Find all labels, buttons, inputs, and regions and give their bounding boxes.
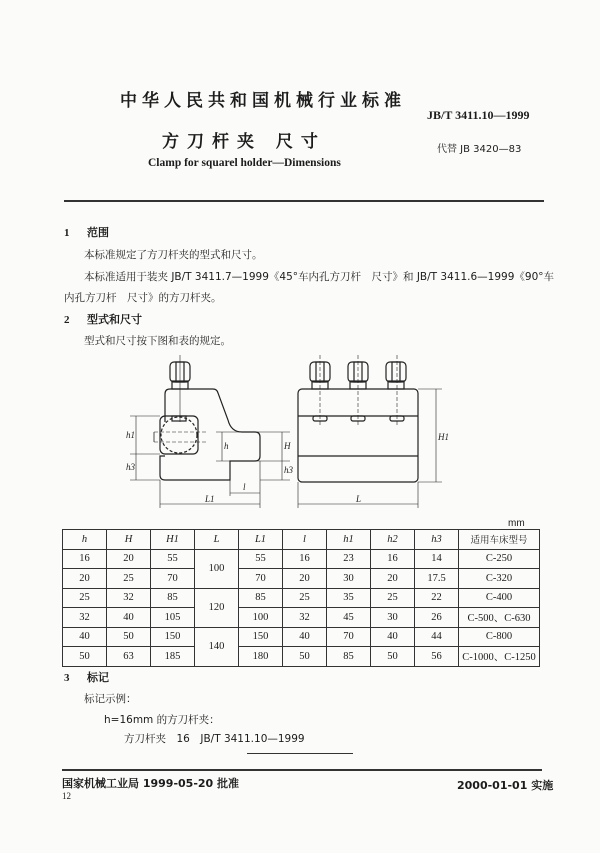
merged-L-cell: 140 <box>195 627 239 666</box>
table-row: 32 40 105 100 32 45 30 26 C-500、C-630 <box>63 608 540 628</box>
table-row: 20 25 70 70 20 30 20 17.5 C-320 <box>63 569 540 589</box>
section-1-para-1: 本标准规定了方刀杆夹的型式和尺寸。 <box>84 249 263 261</box>
footer-divider <box>62 769 542 771</box>
dim-label-h3-right: h3 <box>284 465 293 475</box>
col-header-lathe: 适用车床型号 <box>459 530 540 550</box>
standard-body: 中华人民共和国机械行业标准 <box>120 91 406 111</box>
col-header-h1: h1 <box>327 530 371 550</box>
col-header-h: h <box>63 530 107 550</box>
section-1-para-3: 内孔方刀杆 尺寸》的方刀杆夹。 <box>64 292 222 304</box>
col-header-L: L <box>195 530 239 550</box>
header-divider <box>64 200 544 202</box>
marking-example-code: 方刀杆夹 16 JB/T 3411.10—1999 <box>124 733 305 745</box>
table-row: 50 63 185 180 50 85 50 56 C-1000、C-1250 <box>63 647 540 667</box>
dim-label-h3: h3 <box>126 462 135 472</box>
col-header-H: H <box>107 530 151 550</box>
col-header-H1: H1 <box>151 530 195 550</box>
table-row: 40 50 150 140 150 40 70 40 44 C-800 <box>63 627 540 647</box>
table-header-row <box>63 530 540 550</box>
marking-example-label: 标记示例： <box>84 693 137 705</box>
section-2-para-1: 型式和尺寸按下图和表的规定。 <box>84 335 231 347</box>
table-row: 16 20 55 100 55 16 23 16 14 C-250 <box>63 549 540 569</box>
dim-label-h: h <box>224 441 229 451</box>
col-header-h3: h3 <box>415 530 459 550</box>
section-1-para-2: 本标准适用于装夹 JB/T 3411.7—1999《45°车内孔方刀杆 尺寸》和 JB/T 3411.6—1999《90°车 <box>84 271 554 283</box>
marking-example-condition: h=16mm 的方刀杆夹： <box>104 714 220 726</box>
dim-label-l: l <box>243 482 246 492</box>
end-rule <box>247 753 353 754</box>
unit-label: mm <box>508 518 525 529</box>
standard-code: JB/T 3411.10—1999 <box>427 108 530 122</box>
dim-label-L: L <box>356 494 362 504</box>
page-title-en: Clamp for squarel holder—Dimensions <box>148 157 341 169</box>
dim-label-L1: L1 <box>205 494 215 504</box>
merged-L-cell: 100 <box>195 549 239 588</box>
section-1-heading: 1 范围 <box>64 226 109 239</box>
page-title: 方刀杆夹 尺寸 <box>162 132 326 152</box>
table-row: 25 32 85 120 85 25 35 25 22 C-400 <box>63 588 540 608</box>
section-2-heading: 2 型式和尺寸 <box>64 313 142 326</box>
col-header-l: l <box>283 530 327 550</box>
col-header-h2: h2 <box>371 530 415 550</box>
dim-label-h1: h1 <box>126 430 135 440</box>
page-number: 12 <box>62 791 71 801</box>
dim-label-H1: H1 <box>438 432 449 442</box>
section-3-heading: 3 标记 <box>64 671 109 684</box>
merged-L-cell: 120 <box>195 588 239 627</box>
dimensions-table <box>62 529 540 667</box>
clamp-front-view-drawing <box>280 350 450 520</box>
col-header-L1: L1 <box>239 530 283 550</box>
approval-info: 国家机械工业局 1999-05-20 批准 <box>62 777 240 790</box>
replaces-note: 代替 JB 3420—83 <box>437 144 522 155</box>
effective-date: 2000-01-01 实施 <box>457 779 554 792</box>
dim-label-H: H <box>284 441 291 451</box>
